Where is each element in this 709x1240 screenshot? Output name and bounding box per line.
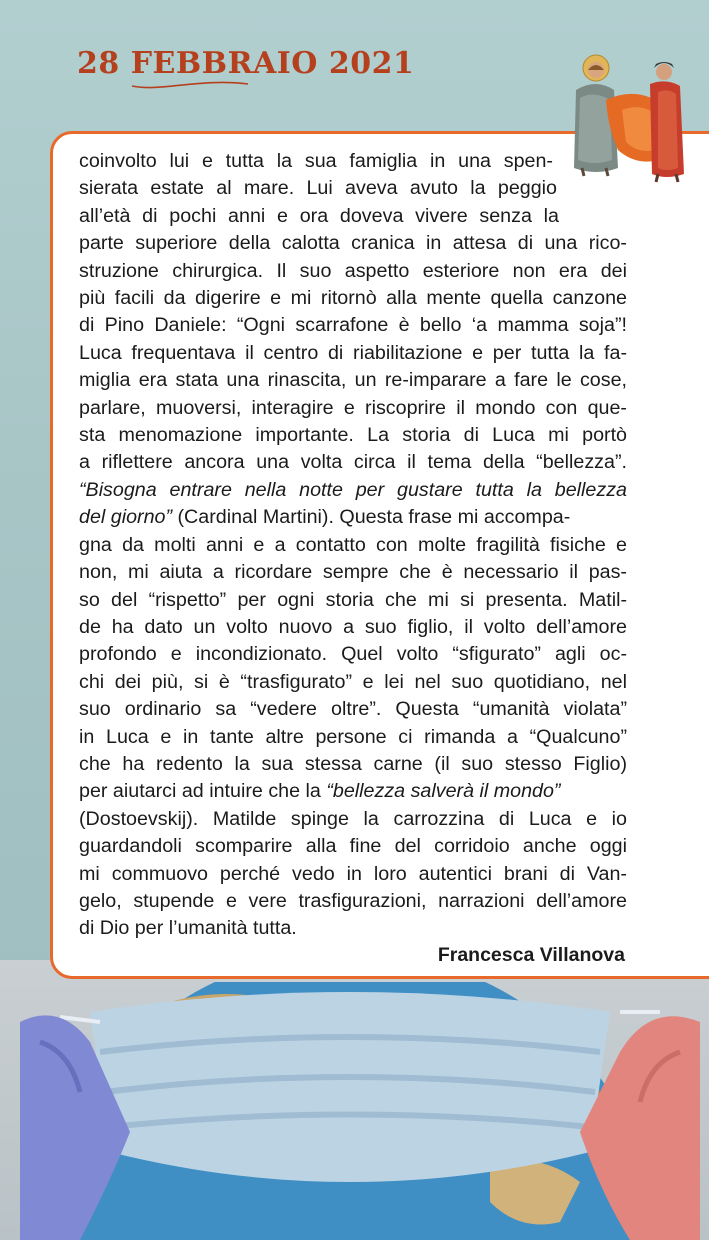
- page-date: 28 FEBBRAIO 2021: [77, 46, 415, 81]
- text-line: di Pino Daniele: “Ogni scarrafone è bello ‘a mamma soja”!: [79, 314, 627, 337]
- text-line: coinvolto lui e tutta la sua famiglia in una spen-: [79, 150, 553, 172]
- text-line: miglia era stata una rinascita, un re-imparare a fare le cose,: [79, 369, 627, 392]
- text-line: sta menomazione importante. La storia di Luca mi portò: [79, 424, 627, 447]
- text-line: più facili da digerire e mi ritornò alla mente quella canzone: [79, 287, 627, 310]
- devotional-text: [79, 148, 627, 943]
- text-line: all’età di pochi anni e ora doveva vivere senza la: [79, 204, 559, 227]
- date-ornament-icon: [130, 78, 250, 92]
- text-line: mi commuovo perché vedo in loro autentici brani di Van-: [79, 862, 627, 885]
- text-line: in Luca e in tante altre persone ci rimanda a “Qualcuno”: [79, 725, 627, 748]
- text-line: parte superiore della calotta cranica in attesa di una rico-: [79, 232, 627, 255]
- quote-end: del giorno”: [79, 506, 173, 529]
- text-line: suo ordinario sa “vedere oltre”. Questa “umanità violata”: [79, 698, 627, 721]
- text-line: sierata estate al mare. Lui aveva avuto la peggio: [79, 177, 557, 200]
- text-line-quote: “Bisogna entrare nella notte per gustare tutta la bellezza: [79, 478, 627, 501]
- text-line: di Dio per l’umanità tutta.: [79, 917, 297, 940]
- text-line: non, mi aiuta a ricordare sempre che è necessario il pas-: [79, 561, 627, 584]
- text-line: profondo e incondizionato. Quel volto “sfigurato” agli oc-: [79, 643, 627, 666]
- text-line: gelo, stupende e vere trasfigurazioni, narrazioni dell’amore: [79, 889, 627, 912]
- text-line: parlare, muoversi, interagire e riscoprire il mondo con que-: [79, 396, 627, 419]
- text-line: che ha redento la sua stessa carne (il suo stesso Figlio): [79, 752, 627, 775]
- text-line: struzione chirurgica. Il suo aspetto esteriore non era dei: [79, 259, 627, 282]
- text-line-mixed: [79, 504, 627, 531]
- text-line: a riflettere ancora una volta circa il tema della “bellezza”.: [79, 451, 627, 474]
- text-line: guardandoli scomparire alla fine del corridoio anche oggi: [79, 835, 627, 858]
- author-signature: Francesca Villanova: [437, 944, 625, 966]
- text-line: (Dostoevskij). Matilde spinge la carrozzina di Luca e io: [79, 807, 627, 830]
- text-line: so del “rispetto” per ogni storia che mi si presenta. Matil-: [79, 588, 627, 611]
- text-line: de ha dato un volto nuovo a suo figlio, il volto dell’amore: [79, 615, 627, 638]
- text-line: gna da molti anni e a contatto con molte fragilità fisiche e: [79, 533, 627, 556]
- text-line-mixed: [79, 778, 627, 805]
- text-line: chi dei più, si è “trasfigurato” e lei nel suo quotidiano, nel: [79, 670, 627, 693]
- quote-fragment: “bellezza salverà il mondo”: [326, 780, 561, 803]
- text-line: Luca frequentava il centro di riabilitazione e per tutta la fa-: [79, 341, 627, 364]
- text-fragment: per aiutarci ad intuire che la: [79, 780, 327, 803]
- quote-attribution: (Cardinal Martini). Questa frase mi accompa-: [172, 506, 571, 529]
- globe-mask-illustration: [20, 982, 700, 1240]
